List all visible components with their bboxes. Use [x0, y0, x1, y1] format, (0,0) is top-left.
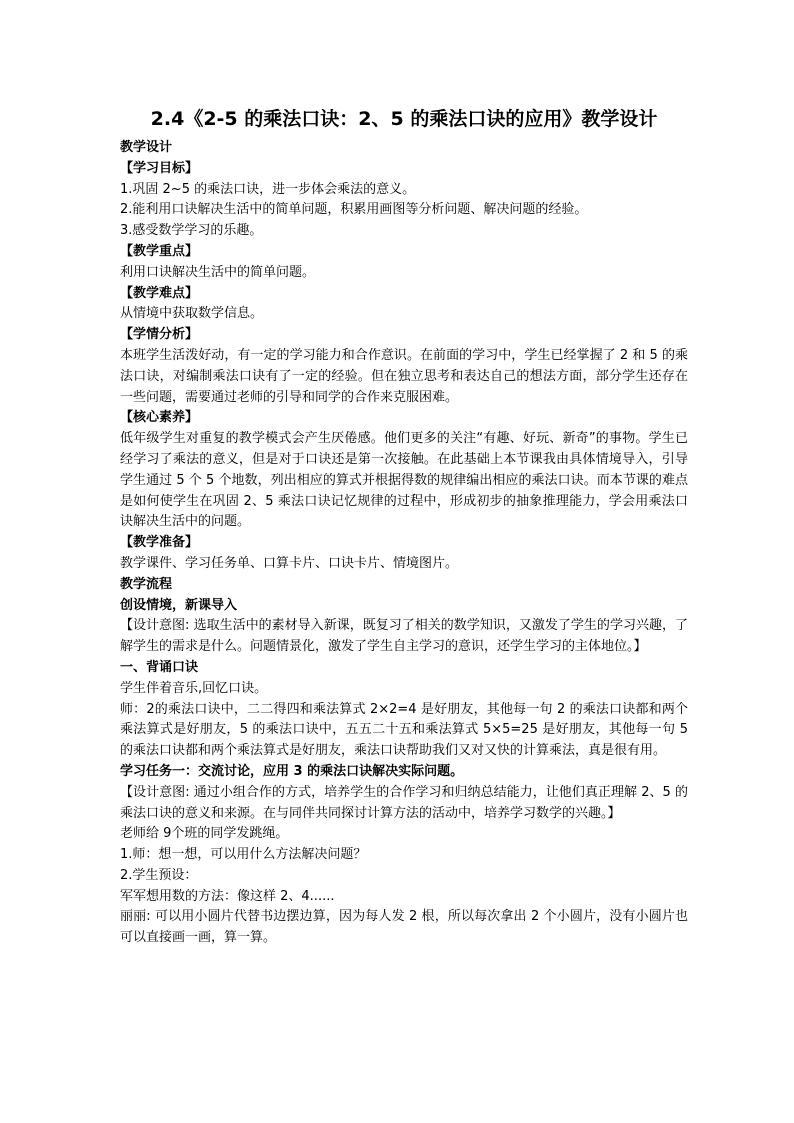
goals-heading: 【学习目标】: [120, 160, 199, 176]
goal-item: 3.感受数学学习的乐趣。: [120, 223, 263, 239]
key-heading: 【教学重点】: [120, 243, 199, 259]
design-label: 教学设计: [120, 140, 173, 155]
document-page: [120, 106, 688, 949]
teacher-text: 师：2的乘法口诀中，二二得四和乘法算式 2×2=4 是好朋友，其他每一句 2 的乘法口诀都和两个乘法算式是好朋友，5 的乘法口诀中，五五二十五和乘法算式 5×5=25 是好朋友，其他每一句 5 的乘法口诀都和两个乘法算式是好朋友，乘法口诀帮助我们又对又快的计算乘法，真是很有用。: [120, 701, 688, 759]
prep-text: 教学课件、学习任务单、口算卡片、口诀卡片、情境图片。: [120, 555, 459, 571]
intro-intent: 【设计意图: 选取生活中的素材导入新课，既复习了相关的数学知识，又激发了学生的学习兴趣，了解学生的需求是什么。问题情景化，激发了学生自主学习的意识，还学生学习的主体地位。】: [120, 618, 688, 655]
intro-heading: 创设情境，新课导入: [120, 597, 238, 613]
analysis-text: 本班学生活泼好动，有一定的学习能力和合作意识。在前面的学习中，学生已经掌握了 2 和 5 的乘法口诀，对编制乘法口诀有了一定的经验。但在独立思考和表达自己的想法方面，部分学生还存在一些问题，需要通过老师的引导和同学的合作来克服困难。: [120, 347, 688, 405]
goal-item: 1.巩固 2~5 的乘法口诀，进一步体会乘法的意义。: [120, 181, 416, 197]
task-line: 2.学生预设：: [120, 867, 198, 883]
task-heading: 学习任务一：交流讨论，应用 3 的乘法口诀解决实际问题。: [120, 763, 464, 779]
process-label: 教学流程: [120, 576, 173, 592]
key-text: 利用口诀解决生活中的简单问题。: [120, 264, 316, 280]
task-line: 1.师：想一想，可以用什么方法解决问题？: [120, 847, 367, 863]
task-line: 军军想用数的方法：像这样 2、4......: [120, 888, 335, 904]
analysis-heading: 【学情分析】: [120, 327, 199, 343]
goal-item: 2.能利用口诀解决生活中的简单问题，积累用画图等分析问题、解决问题的经验。: [120, 202, 588, 218]
task-intent: 【设计意图: 通过小组合作的方式，培养学生的合作学习和归纳总结能力，让他们真正理解 2、5 的乘法口诀的意义和来源。在与同伴共同探讨计算方法的活动中，培养学习数学的兴趣。】: [120, 784, 688, 821]
literacy-heading: 【核心素养】: [120, 410, 199, 426]
task-text: 丽丽: 可以用小圆片代替书边摆边算，因为每人发 2 根，所以每次拿出 2 个小圆片，没有小圆片也可以直接画一画，算一算。: [120, 909, 688, 946]
literacy-text: 低年级学生对重复的教学模式会产生厌倦感。他们更多的关注“有趣、好玩、新奇”的事物。学生已经学习了乘法的意义，但是对于口诀还是第一次接触。在此基础上本节课我由具体情境导入，引导学生通过 5 个 5 个地数，列出相应的算式并根据得数的规律编出相应的乘法口诀。而本节课的难点是如何使学生在巩固 2、5 乘法口诀记忆规律的过程中，形成初步的抽象推理能力，学会用乘法口诀解决生活中的问题。: [120, 431, 688, 530]
recite-line: 学生伴着音乐,回忆口诀。: [120, 680, 268, 696]
document-title: 2.4《2-5 的乘法口诀：2、5 的乘法口诀的应用》教学设计: [150, 108, 658, 130]
difficulty-heading: 【教学难点】: [120, 285, 199, 301]
task-line: 老师给 9个班的同学发跳绳。: [120, 826, 289, 842]
recite-heading: 一、背诵口诀: [120, 659, 199, 675]
difficulty-text: 从情境中获取数学信息。: [120, 306, 264, 322]
prep-heading: 【教学准备】: [120, 535, 199, 551]
